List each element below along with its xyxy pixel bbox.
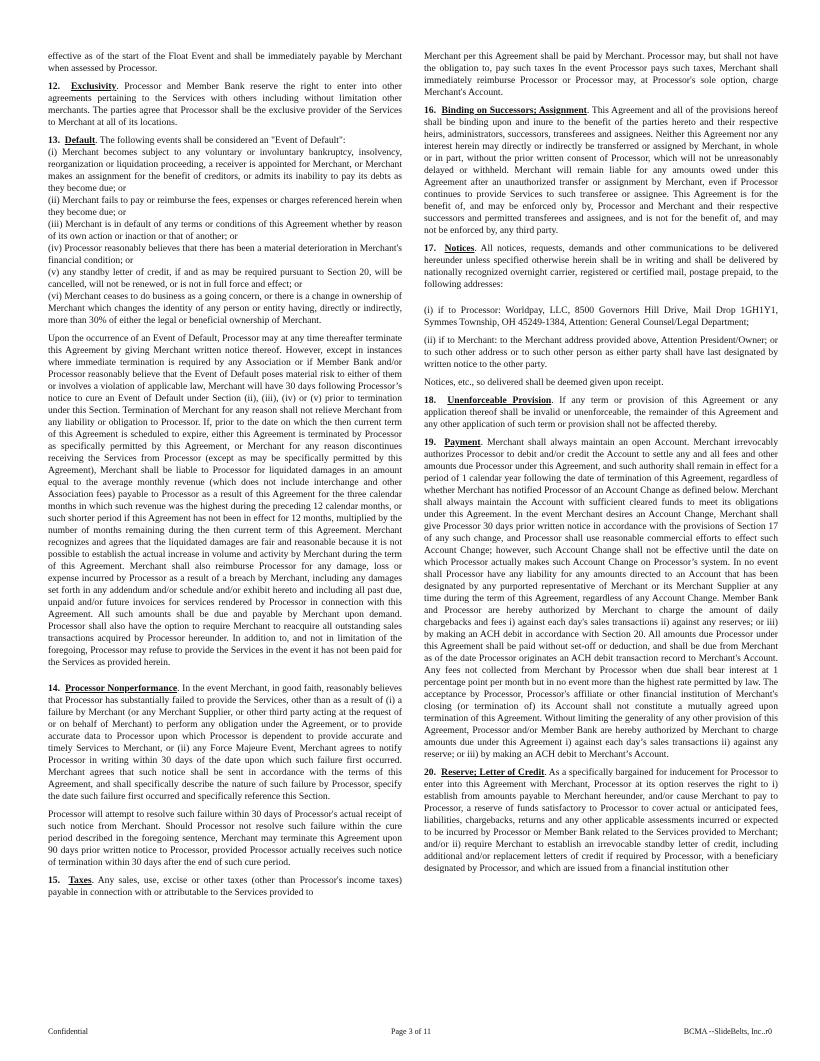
section-number: 20. <box>424 767 436 778</box>
section-number: 17. <box>424 243 436 254</box>
section-18-unenforceable-provision <box>424 395 778 431</box>
section-body: . Any sales, use, excise or other taxes (other than Processor's income taxes) payable in connection with or attributable to the Services provided to <box>48 875 402 898</box>
footer-confidential: Confidential <box>48 1027 88 1036</box>
footer-page-number: Page 3 of 11 <box>391 1027 431 1036</box>
section-heading: Taxes <box>68 875 92 886</box>
section-14-processor-nonperformance <box>48 683 402 803</box>
section-20-reserve-letter-of-credit <box>424 767 778 875</box>
default-event-item: (iii) Merchant is in default of any terms or conditions of this Agreement whether by reason of its own action or inaction or that of another; or <box>48 219 402 242</box>
section-heading: Binding on Successors; Assignment <box>441 105 587 116</box>
default-event-item: (vi) Merchant ceases to do business as a going concern, or there is a change in ownership of Merchant which changes the identity of any person or entity having, directly or indirectly, more than 30% of either the legal or beneficial ownership of Merchant. <box>48 291 402 326</box>
section-body: . If any term or provision of this Agreement or any application thereof shall be invalid or unenforceable, the remainder of this Agreement and any other application of such term or provision shall not be affected thereby. <box>424 395 779 430</box>
left-column <box>48 51 402 899</box>
section-19-payment <box>424 437 778 761</box>
section-body: . Merchant shall always maintain an open Account. Merchant irrevocably authorizes Processor to debit and/or credit the Account to settle any and all fees and other amounts due Processor under this Agreement, and such authority shall remain in effect for a period of 1 calendar year following the date of termination of this Agreement, regardless of whether Merchant has notified Processor of an Account Change as defined below. Merchant shall always maintain the Account with sufficient cleared funds to meet its obligations under this Agreement. In the event Merchant desires an Account Change, Merchant shall give Processor 30 days prior written notice in accordance with the provisions of Section 17 of any such change, and Processor shall use reasonable commercial efforts to effect such Account Change; however, such Account Change shall not be effective until the date on which Processor actually makes such Account Change on Processor’s system. In no event shall Processor have any liability for any amounts directed to an Account that has been designated by any purported representative of Merchant or its Merchant Supplier at any time during the term of this Agreement, regardless of any Account Change. Member Bank and Processor are hereby authorized by Merchant to charge the amount of daily chargebacks and fees i) against each day's sales transactions ii) against any reserves; or iii) by making an ACH debit in accordance with Section 20. All amounts due Processor under this Agreement shall be paid without set-off or deduction, and shall be due from Merchant as of the date Processor originates an ACH debit transaction record to Merchant's Account. Any fees not collected from Merchant by Processor when due shall bear interest at 1 percentage point per month but in no event more than the highest rate permitted by law. The acceptance by Processor, Processor's affiliate or other financial institution of Merchant's closing (or termination of) its Account shall not constitute a mutually agreed upon termination of this Agreement. Without limiting the generality of any other provision of this Agreement, Processor and/or Member Bank are hereby authorized by Merchant to charge amounts due under this Agreement i) against each day’s sales transactions ii) against any reserve; or iii) by making an ACH debit to Merchant’s Account. <box>424 437 779 760</box>
section-13-default <box>48 135 402 147</box>
section-body: . In the event Merchant, in good faith, reasonably believes that Processor has substantially failed to provide the Services, other than as a result of (i) a failure by Merchant (or any Merchant Supplier, or other third party acting at the request of or on behalf of Merchant) to perform any obligation under the Agreement, or to provide accurate data to Processor upon which Processor is dependent to provide accurate and timely Services to Merchant, or (ii) any Force Majeure Event, Merchant agrees to notify Processor in writing within 30 days of the date upon which such failure first occurred. Merchant agrees that such notice shall be sent in accordance with the terms of this Agreement, and shall specifically describe the nature of such failure by Processor, specify the date such failure first occurred and specifically reference this Section. <box>48 683 403 802</box>
section-16-binding-on-successors <box>424 105 778 237</box>
right-column <box>424 51 778 875</box>
section-heading: Default <box>64 135 96 146</box>
section-number: 12. <box>48 81 60 92</box>
section-number: 13. <box>48 135 60 146</box>
section-number: 15. <box>48 875 60 886</box>
merchant-address: (ii) if to Merchant: to the Merchant address provided above, Attention President/Owner; or to such other address or to such other person as either party shall have last designated by written notice to the other party. <box>424 335 778 370</box>
taxes-continuation: Merchant per this Agreement shall be paid by Merchant. Processor may, but shall not have the obligation to, pay such taxes In the event Processor pays such taxes, Merchant shall immediately reimburse Processor or Processor may, at Processor's sole option, charge Merchant's Account. <box>424 51 778 98</box>
section-body: . Processor and Member Bank reserve the right to enter into other agreements pertaining to the Services with others including without limitation other merchants. The parties agree that Processor shall be the exclusive provider of the Services to Merchant at all of its locations. <box>48 81 402 128</box>
nonperformance-cure-paragraph: Processor will attempt to resolve such failure within 30 days of Processor's actual receipt of such notice from Merchant. Should Processor not resolve such failure within the cure period described in the foregoing sentence, Merchant may terminate this Agreement upon 90 days prior written notice to Processor, provided Processor actually receives such notice of termination within 30 days after the end of such cure period. <box>48 809 402 868</box>
float-event-continuation: effective as of the start of the Float Event and shall be immediately payable by Merchant when assessed by Processor. <box>48 51 402 74</box>
section-body: . As a specifically bargained for inducement for Processor to enter into this Agreement with Merchant, Processor at its option reserves the right to i) establish from amounts payable to Merchant hereunder, and/or cause Merchant to pay to Processor, a reserve of funds satisfactory to Processor to cover actual or anticipated fees, liabilities, chargebacks, returns and any other applicable assessments incurred or expected to be incurred by Processor or Member Bank related to the Services provided to Merchant; and/or ii) require Merchant to establish an irrevocable standby letter of credit, including additional and/or replacement letters of credit if required by Processor, with a beneficiary designated by Processor, and which are issued from a financial institution other <box>424 767 779 874</box>
section-heading: Exclusivity <box>71 81 117 92</box>
default-event-item: (ii) Merchant fails to pay or reimburse the fees, expenses or charges referenced herein when they become due; or <box>48 195 402 218</box>
section-number: 19. <box>424 437 436 448</box>
footer-document-id: BCMA --SlideBelts, Inc..r0 <box>683 1027 772 1036</box>
processor-address: (i) if to Processor: Worldpay, LLC, 8500 Governors Hill Drive, Mail Drop 1GH1Y1, Symmes Township, OH 45249-1384, Attention: General Counsel/Legal Department; <box>424 305 778 328</box>
section-heading: Payment <box>444 437 481 448</box>
default-termination-paragraph: Upon the occurrence of an Event of Default, Processor may at any time thereafter terminate this Agreement by giving Merchant written notice thereof. However, except in instances where immediate termination is required by any Association or if Member Bank and/or Processor reasonably believe that the Event of Default poses material risk to either of them or involves a violation of applicable law, Merchant will have 30 days following Processor’s notice to cure an Event of Default under Section (ii), (iii), (iv) or (v) prior to termination under this Section. Termination of Merchant for any reason shall not relieve Merchant from any liability or obligation to Processor. If, prior to the date on which the then current term of this Agreement is scheduled to expire, either this Agreement is terminated by Processor as specifically permitted by this Agreement, or Merchant for any reason discontinues receiving the Services from Processor (except as may be specifically permitted by this Agreement), Merchant shall be liable to Processor for liquidated damages in an amount equal to the average monthly revenue (which does not include interchange and other Association fees) payable to Processor as a result of this Agreement for the three calendar months in which such revenue was the highest during the preceding 12 calendar months, or such shorter period if this Agreement has not been in effect for 12 months, multiplied by the number of months remaining during the then current term of this Agreement. Merchant recognizes and agrees that the liquidated damages are fair and reasonable because it is not possible to establish the actual increase in volume and activity by Merchant during the term of this Agreement. Merchant shall also reimburse Processor for any damage, loss or expense incurred by Processor as a result of a breach by Merchant, including any damages set forth in any addendum and/or schedule and/or exhibit hereto and including all past due, unpaid and/or future invoices for services rendered by Processor in connection with this Agreement. All such amounts shall be due and payable by Merchant upon demand. Processor shall also have the option to require Merchant to reacquire all outstanding sales transactions acquired by Processor hereunder. In addition to, and not in limitation of the foregoing, Processor may refuse to provide the Services in the event it has not been paid for the Services as provided herein. <box>48 333 402 668</box>
default-event-item: (i) Merchant becomes subject to any voluntary or involuntary bankruptcy, insolvency, reorganization or liquidation proceeding, a receiver is appointed for Merchant, or Merchant makes an assignment for the benefit of creditors, or admits its inability to pay its debts as they become due; or <box>48 147 402 194</box>
section-17-notices <box>424 243 778 291</box>
section-number: 18. <box>424 395 436 406</box>
section-number: 16. <box>424 105 436 116</box>
section-12-exclusivity <box>48 81 402 129</box>
section-number: 14. <box>48 683 60 694</box>
section-heading: Reserve; Letter of Credit <box>441 767 545 778</box>
section-heading: Unenforceable Provision <box>447 395 552 406</box>
section-body: . All notices, requests, demands and other communications to be delivered hereunder unless specified otherwise herein shall be in writing and shall be delivered by nationally recognized overnight carrier, registered or certified mail, postage prepaid, to the following addresses: <box>424 243 779 290</box>
section-15-taxes <box>48 875 402 899</box>
section-heading: Notices <box>444 243 475 254</box>
default-event-item: (iv) Processor reasonably believes that there has been a material deterioration in Merchant's financial condition; or <box>48 243 402 266</box>
section-heading: Processor Nonperformance <box>65 683 178 694</box>
section-body: . The following events shall be considered an "Event of Default": <box>95 135 346 146</box>
section-body: . This Agreement and all of the provisions hereof shall be binding upon and inure to the benefit of the parties hereto and their respective heirs, administrators, successors, transferees and assignees. Neither this Agreement nor any interest herein may directly or indirectly be transferred or assigned by Merchant, in whole or in part, without the prior written consent of Processor, which will not be unreasonably delayed or withheld. Merchant will remain liable for any amounts owed under this Agreement after an unauthorized transfer or assignment by Merchant, even if Processor continues to provide Services to such transferee or assignee. This Agreement is for the benefit of, and may be enforced only by, Processor and Merchant and their respective successors and permitted transferees and assignees, and is not for the benefit of, and may not be enforced by, any third party. <box>424 105 778 236</box>
default-event-item: (v) any standby letter of credit, if and as may be required pursuant to Section 20, will be cancelled, will not be renewed, or is not in full force and effect; or <box>48 267 402 290</box>
notices-closing: Notices, etc., so delivered shall be deemed given upon receipt. <box>424 377 664 388</box>
